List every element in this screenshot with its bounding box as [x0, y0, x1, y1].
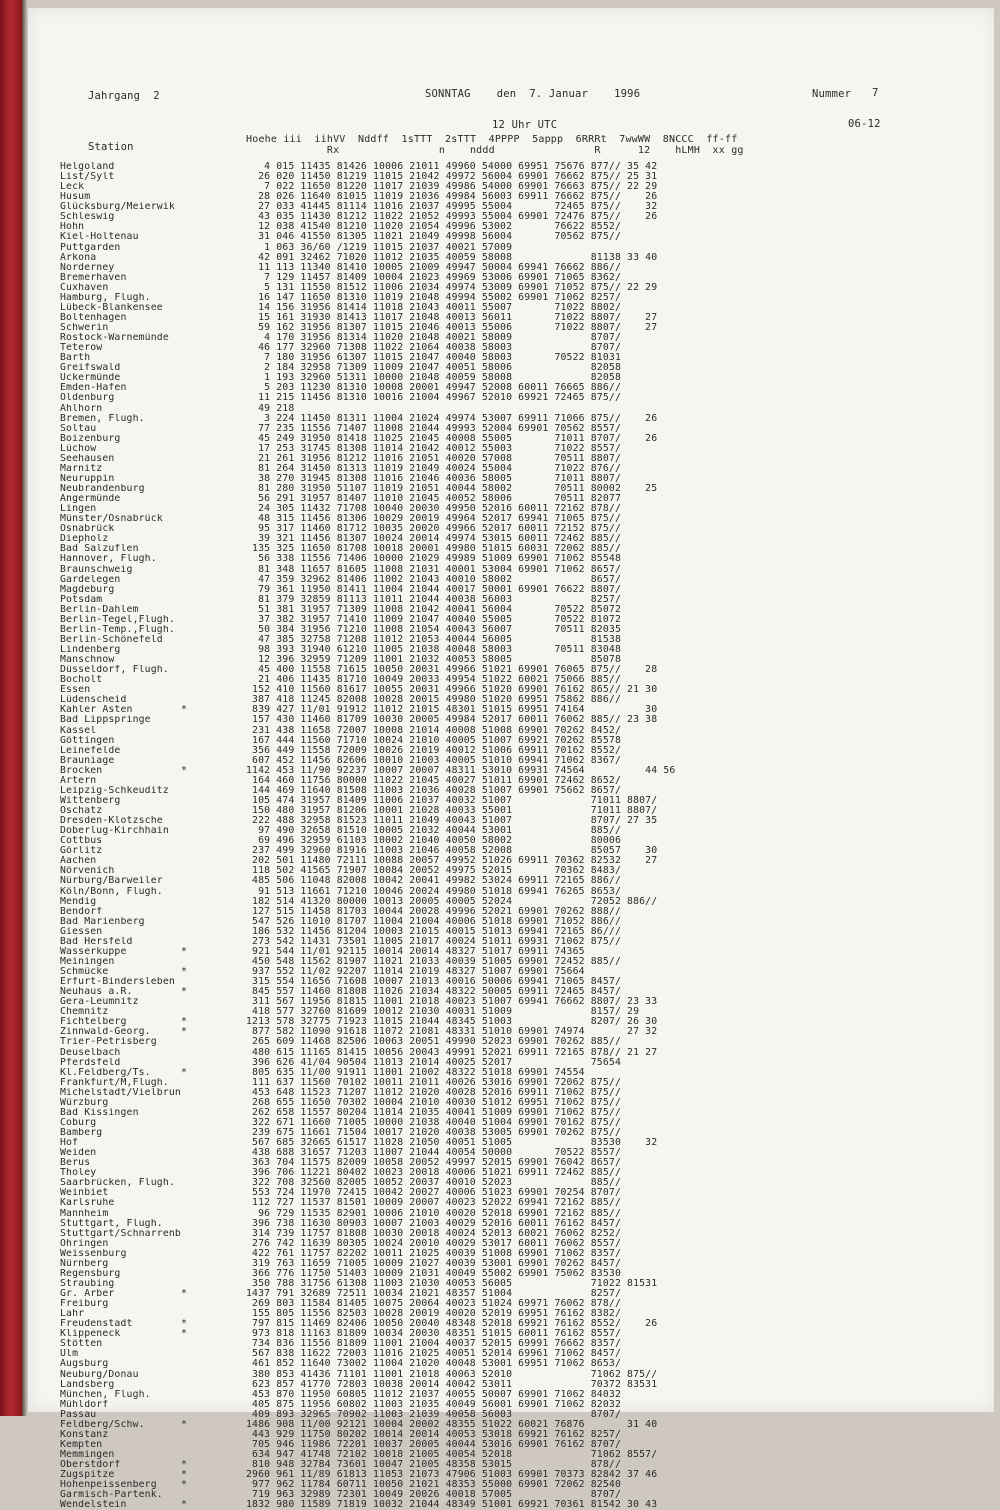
station-name: Berlin-Schönefeld — [60, 634, 163, 645]
observation-codes: 7 129 11457 81409 10004 21023 49969 53006 69901 71065 8362/ — [246, 271, 621, 283]
observation-codes: 56 338 11556 71406 10000 21029 49989 51009 69901 71062 85548 — [246, 553, 621, 565]
table-row — [60, 1198, 940, 1208]
observation-codes: 839 427 11/01 91912 11012 21015 48301 51015 69951 74164 30 — [246, 704, 658, 716]
station-name: Nürnberg — [60, 1258, 109, 1269]
observation-codes: 547 526 11010 81707 11004 21004 40006 51018 69901 71052 886// — [246, 915, 621, 927]
observation-codes: 4 170 31956 81314 11020 21048 40021 58009 8707/ — [246, 332, 621, 344]
observation-codes: 262 658 11557 80204 11014 21035 40041 51009 69901 71062 875// — [246, 1106, 621, 1118]
observation-codes: 387 418 11245 82008 10028 20015 49980 51020 69951 75862 886// — [246, 694, 621, 706]
table-row — [60, 1440, 940, 1450]
observation-codes: 5 203 11230 81310 10008 20001 49947 52008 60011 76665 886// — [246, 382, 621, 394]
observation-codes: 12 396 32959 71209 11001 21032 40053 58005 85078 — [246, 654, 621, 666]
station-name: Frankfurt/M,Flugh. — [60, 1077, 169, 1088]
observation-codes: 231 438 11658 72007 10008 21014 40008 51008 69901 70262 8452/ — [246, 724, 621, 736]
table-row — [60, 876, 940, 886]
observation-codes: 366 776 11750 51403 10009 21031 40049 55002 69901 75062 83530 — [246, 1267, 621, 1279]
station-name: Giessen — [60, 926, 103, 937]
station-name: Meiningen — [60, 956, 115, 967]
observation-codes: 118 502 41565 71907 10084 20052 49975 52015 70362 8483/ — [246, 865, 621, 877]
observation-codes: 719 963 32989 72301 10049 20026 40018 57005 8707/ — [246, 1489, 621, 1501]
station-name: Bocholt — [60, 675, 103, 686]
station-name: Oschatz — [60, 806, 103, 816]
observation-codes: 7 022 11650 81220 11017 21039 49986 54000 69901 76663 875// 22 29 — [246, 181, 658, 193]
observation-codes: 319 763 11659 71005 10009 21027 40039 53001 69901 70262 8457/ — [246, 1257, 621, 1269]
observation-codes: 567 685 32665 61517 11028 21050 40051 51005 83530 32 — [246, 1137, 658, 1149]
observation-codes: 15 161 31930 81413 11017 21048 40013 56011 71022 8807/ 27 — [246, 311, 658, 323]
observation-codes: 31 046 41550 81305 11021 21049 49998 56004 70562 875// — [246, 231, 621, 243]
station-name: Bad Lippspringe — [60, 715, 151, 726]
station-name: Münster/Osnabrück — [60, 514, 163, 525]
observation-codes: 157 430 11460 81709 10030 20005 49984 52017 60011 76062 885// 23 38 — [246, 714, 658, 726]
observation-codes: 7 180 31956 61307 11015 21047 40040 58003 70522 81031 — [246, 352, 621, 364]
observation-codes: 553 724 11970 72415 10042 20027 40006 51023 69901 70254 8707/ — [246, 1187, 621, 1199]
station-name: Neuruppin — [60, 473, 115, 484]
station-name: Oberstdorf * — [60, 1460, 188, 1471]
station-name: Cuxhaven — [60, 282, 109, 293]
code-columns-header-line1: Hoehe iii iihVV Nddff 1sTTT 2sTTT 4PPPP 5appp 6RRRt 7wwWW 8NCCC ff-ff — [246, 134, 738, 145]
station-name: Schleswig — [60, 212, 115, 223]
number-value: 7 — [872, 87, 879, 99]
station-name: Manschnow — [60, 655, 115, 666]
station-name: Brauniage — [60, 755, 115, 766]
table-row — [60, 1430, 940, 1440]
observation-codes: 155 805 11556 82503 10028 20019 40020 52019 69951 76162 8382/ — [246, 1308, 621, 1320]
station-name: Essen — [60, 685, 91, 696]
table-row — [60, 1410, 940, 1420]
observation-codes: 3 224 11450 81311 11004 21024 49974 53007 69911 71066 875// 26 — [246, 412, 658, 424]
station-name: Leinefelde — [60, 745, 121, 756]
station-name: Hohenpeissenberg * — [60, 1480, 188, 1491]
station-name: Bremen, Flugh. — [60, 413, 145, 424]
station-name: Weiden — [60, 1148, 97, 1159]
table-row — [60, 232, 940, 242]
observation-codes: 273 542 11431 73501 11005 21017 40024 51011 69931 71062 875// — [246, 935, 621, 947]
observation-codes: 805 635 11/00 91911 11001 21002 48322 51018 69901 74554 — [246, 1066, 585, 1078]
observation-codes: 405 875 11956 60802 11003 21035 40049 56001 69901 71062 82032 — [246, 1398, 621, 1410]
station-name: Diepholz — [60, 534, 109, 545]
observation-codes: 56 291 31957 81407 11010 21045 40052 58006 70511 82077 — [246, 493, 621, 505]
station-name: Aachen — [60, 856, 97, 867]
observation-codes: 973 818 11163 81809 10034 20030 48351 51015 60011 76162 8557/ — [246, 1328, 621, 1340]
table-row — [60, 1480, 940, 1490]
observation-codes: 356 449 11558 72009 10026 21019 40012 51006 69911 70162 8552/ — [246, 744, 621, 756]
observation-codes: 222 488 32958 81523 11011 21049 40043 51007 8707/ 27 35 — [246, 815, 658, 827]
station-name: Gr. Arber * — [60, 1289, 188, 1299]
observation-codes: 5 131 11550 81512 11006 21034 49974 53009 69901 71052 875// 22 29 — [246, 281, 658, 293]
table-row — [60, 554, 940, 564]
station-name: Feldberg/Schw. * — [60, 1419, 188, 1430]
station-name: Garmisch-Partenk. — [60, 1490, 163, 1501]
observation-codes: 97 490 32658 81510 10005 21032 40044 53001 885// — [246, 825, 621, 837]
observation-codes: 21 261 31956 81212 11016 21051 40020 57008 70511 8807/ — [246, 452, 621, 464]
station-name: Karlsruhe — [60, 1198, 115, 1209]
station-name: Berlin-Tegel,Flugh. — [60, 614, 175, 625]
observation-codes: 315 554 11656 71608 10007 21013 40016 50006 69941 71065 8457/ — [246, 976, 621, 988]
observation-codes: 43 035 11430 81212 11022 21052 49993 55004 69901 72476 875// 26 — [246, 211, 658, 223]
station-name: Passau — [60, 1409, 97, 1420]
observation-codes: 322 671 11660 71005 10000 21038 40040 51004 69901 70162 875// — [246, 1116, 621, 1128]
observation-codes: 14 156 31956 81414 11018 21043 40011 55007 71022 8802/ — [246, 301, 621, 313]
station-name: Pferdsfeld — [60, 1057, 121, 1068]
observation-codes: 91 513 11661 71210 10046 20024 49980 51018 69941 76265 8653/ — [246, 885, 621, 897]
observation-codes: 37 382 31957 71410 11009 21047 40040 55005 70522 81072 — [246, 613, 621, 625]
station-name: Angermünde — [60, 494, 121, 505]
observation-codes: 311 567 11956 81815 11001 21018 40023 51007 69941 76662 8807/ 23 33 — [246, 996, 658, 1008]
station-name: Oldenburg — [60, 393, 115, 404]
code-columns-header-line2: Rx n nddd R 12 hLMH xx gg — [246, 145, 744, 156]
number-label: Nummer — [812, 88, 852, 100]
station-name: Kl.Feldberg/Ts. * — [60, 1067, 188, 1078]
observation-codes: 276 742 11639 80305 10024 20010 40029 53017 60011 76062 8557/ — [246, 1237, 621, 1249]
observation-codes: 438 688 31657 71203 11007 21044 40054 50000 70522 8557/ — [246, 1147, 621, 1159]
station-name: Arkona — [60, 252, 97, 263]
observation-codes: 42 091 32462 71020 11012 21035 40059 58008 81138 33 40 — [246, 251, 658, 263]
observation-codes: 322 708 32560 82005 10052 20037 40010 52023 885// — [246, 1177, 621, 1189]
station-name: Seehausen — [60, 453, 115, 464]
observation-codes: 28 026 11640 81015 11019 21036 49984 56003 69911 76662 875// 26 — [246, 191, 658, 203]
station-name: Soltau — [60, 423, 97, 434]
station-name: Norderney — [60, 262, 115, 273]
station-name: Neuhaus a.R. * — [60, 987, 188, 998]
table-row — [60, 1490, 940, 1500]
observation-codes: 127 515 11458 81703 10044 20028 49996 52021 69901 70262 888// — [246, 905, 621, 917]
station-name: Ahlhorn — [60, 403, 103, 414]
observation-codes: 634 947 41748 72102 10018 21005 40054 52018 71062 8557/ — [246, 1449, 658, 1460]
station-name: Lingen — [60, 504, 97, 515]
observation-codes: 396 706 11221 80402 10023 20018 40006 51021 69911 72462 885// — [246, 1167, 621, 1179]
synop-observation-table — [60, 162, 940, 1510]
station-name: Glücksburg/Meierwik — [60, 202, 175, 213]
observation-codes: 380 853 41436 71101 11001 21018 40063 52010 71062 875// — [246, 1368, 658, 1380]
station-name: München, Flugh. — [60, 1389, 151, 1400]
observation-codes: 396 626 41/04 90504 11013 21014 40025 52017 75654 — [246, 1056, 621, 1068]
observation-codes: 152 410 11560 81617 10055 20031 49966 51020 69901 76162 865// 21 30 — [246, 684, 658, 696]
table-row — [60, 1460, 940, 1470]
station-name: Saarbrücken, Flugh. — [60, 1178, 175, 1189]
table-row — [60, 1470, 940, 1480]
observation-codes: 239 675 11661 71504 10017 21020 40038 53005 69901 70262 875// — [246, 1127, 621, 1138]
observation-codes: 11 113 11340 81410 10005 21009 49947 50004 69941 76662 886// — [246, 261, 621, 273]
table-row — [60, 715, 940, 725]
observation-codes: 112 727 11537 81501 10009 20007 40023 52022 69941 72162 885// — [246, 1197, 621, 1209]
observation-codes: 877 582 11090 91618 11072 21081 48331 51010 69901 74974 27 32 — [246, 1026, 658, 1038]
station-name: Stuttgart, Flugh. — [60, 1218, 163, 1229]
station-name: Stötten — [60, 1339, 103, 1350]
observation-codes: 623 857 41770 72803 10038 20014 40042 53011 70372 83531 — [246, 1378, 658, 1390]
station-name: Ulm — [60, 1349, 79, 1360]
station-name: Magdeburg — [60, 584, 115, 595]
volume-label: Jahrgang 2 — [88, 90, 160, 102]
station-name: List/Sylt — [60, 172, 115, 183]
station-name: Kassel — [60, 725, 97, 736]
station-name: Coburg — [60, 1117, 97, 1128]
observation-codes: 105 474 31957 81409 11006 21037 40032 51007 71011 8807/ — [246, 794, 658, 806]
utc-label: 12 Uhr UTC — [492, 119, 558, 131]
station-name: Husum — [60, 192, 91, 203]
station-name: Barth — [60, 353, 91, 364]
observation-codes: 350 788 31756 61308 11003 21030 40053 56005 71022 81531 — [246, 1277, 658, 1289]
table-row — [60, 1500, 940, 1510]
station-name: Hamburg, Flugh. — [60, 292, 151, 303]
station-name: Öhringen — [60, 1238, 109, 1249]
station-name: Stuttgart/Schnarrenb — [60, 1228, 181, 1239]
station-name: Landsberg — [60, 1379, 115, 1390]
station-name: Chemnitz — [60, 1007, 109, 1018]
station-name: Freudenstadt * — [60, 1319, 188, 1330]
station-name: Leipzig-Schkeuditz — [60, 785, 169, 796]
observation-codes: 45 249 31950 81418 11025 21045 40008 55005 71011 8707/ 26 — [246, 432, 658, 444]
date-label: SONNTAG den 7. Januar 1996 — [425, 88, 641, 100]
station-name: Berus — [60, 1158, 91, 1169]
observation-codes: 1 063 36/60 /1219 11015 21037 40021 57009 — [246, 241, 513, 253]
observation-codes: 567 838 11622 72003 11016 21025 40051 52014 69961 71062 8457/ — [246, 1348, 621, 1360]
station-name: Deuselbach — [60, 1047, 121, 1058]
observation-codes: 453 870 11950 60805 11012 21037 40055 50007 69901 71062 84032 — [246, 1388, 621, 1400]
table-row — [60, 1420, 940, 1430]
observation-codes: 1437 791 32689 72511 10034 21021 48357 51004 8257/ — [246, 1288, 621, 1299]
station-name: Düsseldorf, Flugh. — [60, 665, 169, 676]
table-row — [60, 1037, 940, 1047]
observation-codes: 95 317 11460 81712 10035 20020 49966 52017 60011 72152 875// — [246, 523, 621, 535]
station-name: Nürburg/Barweiler — [60, 876, 163, 887]
station-name: Emden-Hafen — [60, 383, 127, 394]
observation-codes: 48 315 11456 81306 10029 20019 49964 52017 69941 71065 875// — [246, 513, 621, 525]
observation-codes: 921 544 11/01 92115 10014 20014 48327 51017 69911 74365 — [246, 945, 585, 957]
station-column-header: Station — [88, 141, 134, 153]
station-name: Bremerhaven — [60, 272, 127, 283]
station-name: Kempten — [60, 1439, 103, 1450]
observation-codes: 2960 961 11/89 61813 11053 21073 47906 51003 69901 70373 82842 37 46 — [246, 1469, 658, 1481]
station-name: Lindenberg — [60, 645, 121, 655]
observation-codes: 164 460 11756 80000 11022 21045 40027 51011 69901 72462 8652/ — [246, 774, 621, 786]
station-name: Erfurt-Bindersleben — [60, 977, 175, 988]
observation-codes: 265 609 11468 82506 10063 20051 49990 52023 69901 70262 885// — [246, 1036, 621, 1048]
station-name: Rostock-Warnemünde — [60, 333, 169, 344]
observation-codes: 797 815 11469 82406 10050 20040 48348 52018 69921 76162 8552/ 26 — [246, 1318, 658, 1330]
observation-codes: 50 384 31956 71210 11008 21054 40043 56007 70511 82035 — [246, 623, 621, 635]
observation-codes: 607 452 11456 82606 10010 21003 40005 51010 69941 71062 8367/ — [246, 754, 621, 766]
station-name: Lahr — [60, 1309, 85, 1320]
station-name: Köln/Bonn, Flugh. — [60, 886, 163, 897]
station-name: Memmingen — [60, 1450, 115, 1460]
observation-codes: 450 548 11562 81907 11021 21033 40039 51005 69901 72452 885// — [246, 955, 621, 967]
station-name: Klippeneck * — [60, 1329, 188, 1340]
observation-codes: 49 218 — [246, 402, 295, 414]
observation-codes: 38 270 31945 81308 11016 21046 40036 58005 71011 8807/ — [246, 472, 621, 484]
station-name: Mendig — [60, 896, 97, 907]
station-name: Doberlug-Kirchhain — [60, 826, 169, 837]
observation-codes: 24 305 11432 71708 10040 20030 49950 52016 60011 72162 878// — [246, 503, 621, 515]
station-name: Regensburg — [60, 1268, 121, 1279]
observation-codes: 111 637 11560 70102 10011 21011 40026 53016 69901 72062 875// — [246, 1076, 621, 1088]
station-name: Lüdenscheid — [60, 695, 127, 706]
station-name: Cottbus — [60, 836, 103, 847]
station-name: Nörvenich — [60, 866, 115, 877]
time-range: 06-12 — [848, 118, 881, 130]
observation-codes: 79 361 11950 81411 11004 21044 40017 50001 69901 76622 8807/ — [246, 583, 621, 595]
station-name: Braunschweig — [60, 564, 133, 575]
observation-codes: 150 480 31957 81206 10001 21028 40033 55001 71011 8807/ — [246, 805, 658, 816]
observation-codes: 2 184 32958 71309 11009 21047 40051 58006 82058 — [246, 362, 621, 374]
station-name: Bad Kissingen — [60, 1107, 139, 1118]
station-name: Zinnwald-Georg. * — [60, 1027, 188, 1038]
station-name: Leck — [60, 182, 85, 193]
station-name: Konstanz — [60, 1429, 109, 1440]
observation-codes: 98 393 31940 61210 11005 21038 40048 58003 70511 83048 — [246, 644, 621, 655]
observation-codes: 363 704 11575 82009 10058 20052 49997 52015 69901 76042 8657/ — [246, 1157, 621, 1169]
observation-codes: 1213 578 32775 71923 11015 21044 48345 51003 8207/ 26 30 — [246, 1016, 658, 1028]
station-name: Gera-Leumnitz — [60, 997, 139, 1008]
station-name: Bamberg — [60, 1128, 103, 1138]
observation-codes: 705 946 11986 72201 10037 20005 40044 53016 69901 76162 8707/ — [246, 1438, 621, 1450]
station-name: Kahler Asten * — [60, 705, 188, 716]
station-name: Weinbiet — [60, 1188, 109, 1199]
observation-codes: 977 962 11784 60711 10050 21021 48353 55000 69901 72062 82540 — [246, 1479, 621, 1491]
observation-codes: 1486 908 11/00 92121 10004 20002 48355 51022 60021 76876 31 40 — [246, 1418, 658, 1430]
observation-codes: 409 893 32965 70902 11003 21039 40058 56003 8707/ — [246, 1408, 621, 1420]
station-name: Hof — [60, 1138, 79, 1149]
observation-codes: 845 557 11460 81808 11026 21034 48322 50005 69911 72465 8457/ — [246, 986, 621, 998]
station-name: Bad Hersfeld — [60, 936, 133, 947]
observation-codes: 186 532 11456 81204 10003 21015 40015 51013 69941 72165 86/// — [246, 925, 621, 937]
observation-codes: 269 803 11584 81405 10075 20064 40023 51024 69971 76062 878// — [246, 1298, 621, 1310]
observation-codes: 81 379 32859 81113 11011 21044 40038 56003 8257/ — [246, 593, 621, 605]
station-name: Wittenberg — [60, 795, 121, 806]
observation-codes: 51 381 31957 71309 11008 21042 40041 56004 70522 85072 — [246, 603, 621, 615]
station-name: Ückermünde — [60, 373, 121, 384]
station-name: Augsburg — [60, 1359, 109, 1370]
station-name: Zugspitze * — [60, 1470, 188, 1481]
table-row — [60, 393, 940, 403]
observation-codes: 418 577 32760 81609 10012 21030 40031 51009 8157/ 29 — [246, 1006, 640, 1018]
observation-codes: 396 738 11630 80903 10007 21003 40029 52016 60011 76162 8457/ — [246, 1217, 621, 1229]
station-name: Potsdam — [60, 594, 103, 605]
observation-codes: 47 385 32758 71208 11012 21053 40044 56005 81538 — [246, 633, 621, 645]
station-name: Würzburg — [60, 1097, 109, 1108]
station-name: Göttingen — [60, 735, 115, 746]
observation-codes: 96 729 11535 82901 10006 21010 40020 52018 69901 72162 885// — [246, 1207, 621, 1219]
observation-codes: 4 015 11435 81426 10006 21011 49960 54000 69951 75676 877// 35 42 — [246, 161, 658, 172]
station-name: Mannheim — [60, 1208, 109, 1219]
station-name: Neuburg/Donau — [60, 1369, 139, 1380]
observation-codes: 46 177 32960 71308 11022 21064 40038 58003 8707/ — [246, 342, 621, 354]
observation-codes: 480 615 11165 81415 10056 20043 49991 52021 69911 72165 878// 21 27 — [246, 1046, 658, 1058]
station-name: Bendorf — [60, 906, 103, 917]
station-name: Greifswald — [60, 363, 121, 374]
station-name: Teterow — [60, 343, 103, 354]
book-binding — [0, 0, 22, 1416]
station-name: Mühldorf — [60, 1399, 109, 1410]
station-name: Helgoland — [60, 162, 115, 172]
observation-codes: 81 280 31950 51107 11019 21051 40044 58002 70511 80002 25 — [246, 483, 658, 494]
station-name: Straubing — [60, 1278, 115, 1289]
station-name: Schwerin — [60, 323, 109, 333]
observation-codes: 47 359 32962 81406 11002 21043 40010 58002 8657/ — [246, 573, 621, 585]
observation-codes: 443 929 11750 80202 10014 20014 40053 53018 69921 76162 8257/ — [246, 1428, 621, 1440]
observation-codes: 182 514 41320 80000 10013 20005 40005 52024 72052 886// — [246, 895, 658, 907]
station-name: Berlin-Temp.,Flugh. — [60, 624, 175, 635]
observation-codes: 77 235 11556 71407 11008 21044 49993 52004 69901 70562 8557/ — [246, 422, 621, 434]
station-name: Osnabrück — [60, 524, 115, 535]
observation-codes: 1 193 32960 51311 10000 21048 40059 58008 82058 — [246, 372, 621, 384]
station-name: Hohn — [60, 222, 85, 233]
station-name: Trier-Petrisberg — [60, 1037, 157, 1048]
station-name: Hannover, Flugh. — [60, 554, 157, 565]
observation-codes: 17 253 31745 81308 11014 21042 40012 55003 71022 8557/ — [246, 442, 621, 454]
station-name: Brocken * — [60, 765, 188, 776]
observation-codes: 11 215 11456 81310 10016 21004 49967 52010 69921 72465 875// — [246, 392, 621, 404]
table-row — [60, 1359, 940, 1369]
observation-codes: 453 648 11523 71207 11012 21020 40028 52016 69911 71062 875// — [246, 1086, 621, 1098]
station-name: Görlitz — [60, 846, 103, 857]
observation-codes: 167 444 11560 71710 10024 21010 40005 51007 69921 70262 85578 — [246, 734, 621, 746]
station-name: Lübeck-Blankensee — [60, 302, 163, 313]
station-name: Berlin-Dahlem — [60, 604, 139, 615]
observation-codes: 21 406 11435 81710 10049 20033 49954 51022 60021 75066 885// — [246, 674, 621, 686]
observation-codes: 237 499 32960 81916 11003 21046 40058 52008 85057 30 — [246, 845, 658, 857]
station-name: Wendelstein * — [60, 1500, 188, 1510]
observation-codes: 461 852 11640 73002 11004 21020 40048 53001 69951 71062 8653/ — [246, 1358, 621, 1370]
table-row — [60, 1450, 940, 1460]
station-name: Tholey — [60, 1168, 97, 1179]
observation-codes: 202 501 11480 72111 10088 20057 49952 51026 69911 70362 82532 27 — [246, 855, 658, 867]
station-name: Marnitz — [60, 463, 103, 474]
observation-codes: 59 162 31956 81307 11015 21046 40013 55006 71022 8807/ 27 — [246, 322, 658, 333]
station-name: Kiel-Holtenau — [60, 232, 139, 243]
observation-codes: 81 348 11657 81605 11008 21031 40001 53004 69901 71062 8657/ — [246, 563, 621, 575]
station-name: Lüchow — [60, 443, 97, 454]
station-name: Fichtelberg * — [60, 1017, 188, 1028]
station-name: Boltenhagen — [60, 312, 127, 323]
station-name: Dresden-Klotzsche — [60, 816, 163, 827]
station-name: Wasserkuppe * — [60, 946, 188, 957]
station-name: Neubrandenburg — [60, 484, 145, 494]
station-name: Artern — [60, 775, 97, 786]
station-name: Boizenburg — [60, 433, 121, 444]
observation-codes: 485 506 11048 82008 10042 20041 49982 53024 69911 72165 886// — [246, 875, 621, 887]
observation-codes: 1832 980 11589 71819 10032 21044 48349 51001 69921 70361 81542 30 43 — [246, 1499, 658, 1510]
station-name: Bad Marienberg — [60, 916, 145, 927]
observation-codes: 144 469 11640 81508 11003 21036 40028 51007 69901 75662 8657/ — [246, 784, 621, 796]
station-name: Bad Salzuflen — [60, 544, 139, 555]
observation-codes: 135 325 11650 81708 10018 20001 49980 51015 60031 72062 885// — [246, 543, 621, 555]
observation-codes: 268 655 11650 70302 10004 21010 40030 51012 69951 71062 875// — [246, 1096, 621, 1108]
observation-codes: 81 264 31450 81313 11019 21049 40024 55004 71022 876// — [246, 462, 621, 474]
observation-codes: 39 321 11456 81307 10024 20014 49974 53015 60011 72462 885// — [246, 533, 621, 545]
station-name: Gardelegen — [60, 574, 121, 585]
station-name: Schmücke * — [60, 967, 188, 977]
observation-codes: 26 020 11450 81219 11015 21042 49972 56004 69901 76662 875// 25 31 — [246, 171, 658, 183]
observation-codes: 314 739 11757 81808 10030 20018 40024 52013 60021 76062 8252/ — [246, 1227, 621, 1239]
observation-codes: 12 038 41540 81210 11020 21054 49996 53002 76622 8552/ — [246, 221, 621, 233]
observation-codes: 45 400 11558 71615 10050 20031 49966 51021 69901 76065 875// 28 — [246, 664, 658, 676]
observation-codes: 810 948 32784 73601 10047 21005 48358 53015 878// — [246, 1459, 621, 1471]
station-name: Freiburg — [60, 1299, 109, 1310]
observation-codes: 422 761 11757 82202 10011 21025 40039 51008 69901 71062 8357/ — [246, 1247, 621, 1259]
station-name: Michelstadt/Vielbrun — [60, 1087, 181, 1098]
observation-codes: 27 033 41445 81114 11016 21037 49995 55004 72465 875// 32 — [246, 201, 658, 213]
station-name: Puttgarden — [60, 242, 121, 253]
observation-codes: 734 836 11556 81809 11001 21004 40037 52015 69991 76662 8357/ — [246, 1338, 621, 1350]
observation-codes: 1142 453 11/90 92237 10007 20007 48311 53010 69931 74564 44 56 — [246, 764, 676, 776]
observation-codes: 69 496 32959 61103 10002 21040 40050 58002 80006 — [246, 835, 621, 847]
observation-codes: 16 147 11650 81310 11019 21048 49994 55002 69901 71062 8257/ — [246, 291, 621, 303]
observation-codes: 937 552 11/02 92207 11014 21019 48327 51007 69901 75664 — [246, 966, 585, 977]
station-name: Weissenburg — [60, 1248, 127, 1259]
